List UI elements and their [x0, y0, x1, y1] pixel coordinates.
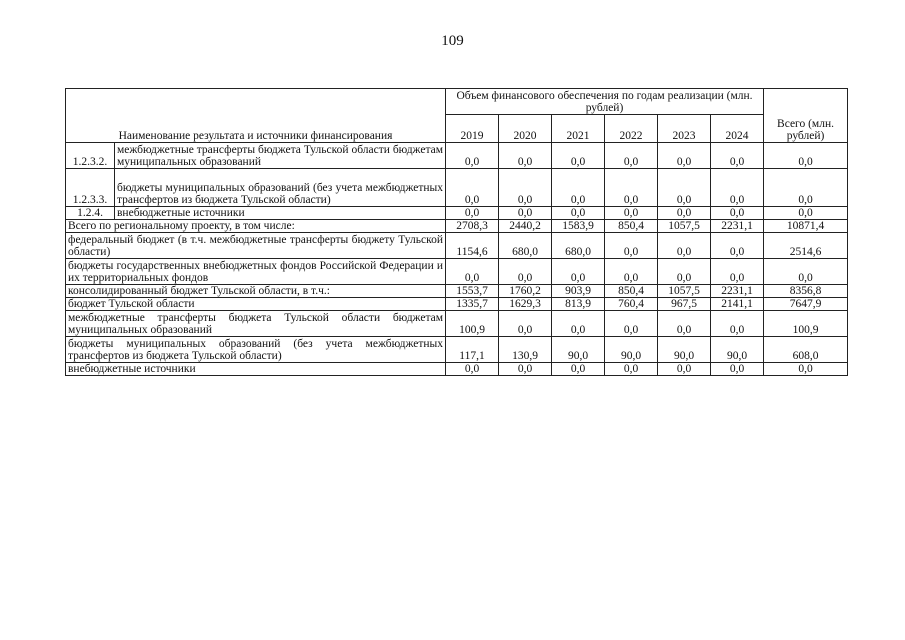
row-year-value: 0,0 — [605, 207, 658, 220]
row-year-value: 0,0 — [499, 169, 552, 207]
row-year-value: 2141,1 — [711, 298, 764, 311]
row-year-value: 0,0 — [605, 143, 658, 169]
row-label: бюджеты муниципальных образований (без учета межбюджетных трансфертов из бюджета Тульской области) — [115, 169, 446, 207]
row-year-value: 680,0 — [552, 233, 605, 259]
header-funding-group: Объем финансового обеспечения по годам реализации (млн. рублей) — [446, 89, 764, 115]
table-row — [66, 285, 848, 298]
row-year-value: 1057,5 — [658, 285, 711, 298]
row-total-value: 7647,9 — [764, 298, 848, 311]
row-code: 1.2.4. — [66, 207, 115, 220]
row-year-value: 0,0 — [711, 311, 764, 337]
row-total-value: 0,0 — [764, 207, 848, 220]
row-year-value: 0,0 — [499, 363, 552, 376]
row-year-value: 0,0 — [711, 207, 764, 220]
row-year-value: 0,0 — [658, 311, 711, 337]
funding-table — [65, 88, 848, 376]
row-year-value: 0,0 — [446, 169, 499, 207]
row-year-value: 90,0 — [605, 337, 658, 363]
row-year-value: 1553,7 — [446, 285, 499, 298]
row-total-value: 10871,4 — [764, 220, 848, 233]
table-row — [66, 311, 848, 337]
row-year-value: 90,0 — [552, 337, 605, 363]
row-year-value: 130,9 — [499, 337, 552, 363]
row-label: федеральный бюджет (в т.ч. межбюджетные трансферты бюджету Тульской области) — [66, 233, 446, 259]
row-year-value: 0,0 — [552, 311, 605, 337]
row-year-value: 0,0 — [605, 233, 658, 259]
row-label: бюджеты государственных внебюджетных фондов Российской Федерации и их территориальных фондов — [66, 259, 446, 285]
row-year-value: 0,0 — [446, 363, 499, 376]
row-total-value: 608,0 — [764, 337, 848, 363]
row-label: консолидированный бюджет Тульской области, в т.ч.: — [66, 285, 446, 298]
header-name-column: Наименование результата и источники финансирования — [66, 89, 446, 143]
page-number: 109 — [441, 33, 464, 49]
row-year-value: 0,0 — [605, 259, 658, 285]
row-year-value: 0,0 — [499, 143, 552, 169]
row-year-value: 2231,1 — [711, 285, 764, 298]
row-year-value: 0,0 — [658, 233, 711, 259]
table-row — [66, 363, 848, 376]
row-label: бюджет Тульской области — [66, 298, 446, 311]
row-year-value: 0,0 — [552, 207, 605, 220]
row-label: внебюджетные источники — [66, 363, 446, 376]
row-year-value: 680,0 — [499, 233, 552, 259]
row-label: межбюджетные трансферты бюджета Тульской области бюджетам муниципальных образований — [115, 143, 446, 169]
row-year-value: 0,0 — [446, 143, 499, 169]
header-year: 2019 — [446, 115, 499, 143]
row-year-value: 0,0 — [658, 143, 711, 169]
table-row — [66, 207, 848, 220]
row-year-value: 0,0 — [658, 169, 711, 207]
row-total-value: 2514,6 — [764, 233, 848, 259]
row-year-value: 1154,6 — [446, 233, 499, 259]
row-year-value: 2440,2 — [499, 220, 552, 233]
table-row — [66, 233, 848, 259]
row-total-value: 0,0 — [764, 259, 848, 285]
header-total: Всего (млн. рублей) — [764, 89, 848, 143]
table-row — [66, 259, 848, 285]
row-code: 1.2.3.2. — [66, 143, 115, 169]
row-label: межбюджетные трансферты бюджета Тульской области бюджетам муниципальных образований — [66, 311, 446, 337]
row-year-value: 813,9 — [552, 298, 605, 311]
row-year-value: 0,0 — [499, 311, 552, 337]
row-year-value: 0,0 — [605, 311, 658, 337]
table-body — [66, 143, 848, 376]
header-year: 2022 — [605, 115, 658, 143]
row-year-value: 850,4 — [605, 220, 658, 233]
row-year-value: 1760,2 — [499, 285, 552, 298]
row-year-value: 0,0 — [711, 259, 764, 285]
row-year-value: 760,4 — [605, 298, 658, 311]
row-total-value: 0,0 — [764, 169, 848, 207]
row-year-value: 117,1 — [446, 337, 499, 363]
row-year-value: 90,0 — [658, 337, 711, 363]
row-year-value: 1335,7 — [446, 298, 499, 311]
row-year-value: 2708,3 — [446, 220, 499, 233]
row-year-value: 0,0 — [552, 169, 605, 207]
row-year-value: 2231,1 — [711, 220, 764, 233]
row-label: бюджеты муниципальных образований (без учета межбюджетных трансфертов из бюджета Тульской области) — [66, 337, 446, 363]
row-year-value: 0,0 — [499, 207, 552, 220]
table-row — [66, 220, 848, 233]
row-year-value: 967,5 — [658, 298, 711, 311]
table-row — [66, 143, 848, 169]
table-row — [66, 298, 848, 311]
header-year: 2020 — [499, 115, 552, 143]
row-total-value: 0,0 — [764, 143, 848, 169]
row-year-value: 0,0 — [605, 169, 658, 207]
row-year-value: 850,4 — [605, 285, 658, 298]
row-year-value: 0,0 — [711, 169, 764, 207]
row-year-value: 0,0 — [711, 233, 764, 259]
row-year-value: 0,0 — [658, 363, 711, 376]
row-total-value: 100,9 — [764, 311, 848, 337]
row-year-value: 0,0 — [711, 143, 764, 169]
row-year-value: 0,0 — [605, 363, 658, 376]
row-year-value: 1583,9 — [552, 220, 605, 233]
row-year-value: 0,0 — [499, 259, 552, 285]
row-total-value: 8356,8 — [764, 285, 848, 298]
header-year: 2024 — [711, 115, 764, 143]
row-year-value: 1629,3 — [499, 298, 552, 311]
table-row — [66, 169, 848, 207]
row-year-value: 0,0 — [446, 207, 499, 220]
row-year-value: 0,0 — [658, 259, 711, 285]
row-label: внебюджетные источники — [115, 207, 446, 220]
row-label: Всего по региональному проекту, в том числе: — [66, 220, 446, 233]
row-year-value: 0,0 — [711, 363, 764, 376]
row-year-value: 903,9 — [552, 285, 605, 298]
row-total-value: 0,0 — [764, 363, 848, 376]
row-code: 1.2.3.3. — [66, 169, 115, 207]
row-year-value: 0,0 — [552, 143, 605, 169]
table-row — [66, 337, 848, 363]
header-year: 2021 — [552, 115, 605, 143]
row-year-value: 100,9 — [446, 311, 499, 337]
row-year-value: 90,0 — [711, 337, 764, 363]
row-year-value: 1057,5 — [658, 220, 711, 233]
row-year-value: 0,0 — [552, 259, 605, 285]
row-year-value: 0,0 — [552, 363, 605, 376]
header-year: 2023 — [658, 115, 711, 143]
row-year-value: 0,0 — [446, 259, 499, 285]
row-year-value: 0,0 — [658, 207, 711, 220]
